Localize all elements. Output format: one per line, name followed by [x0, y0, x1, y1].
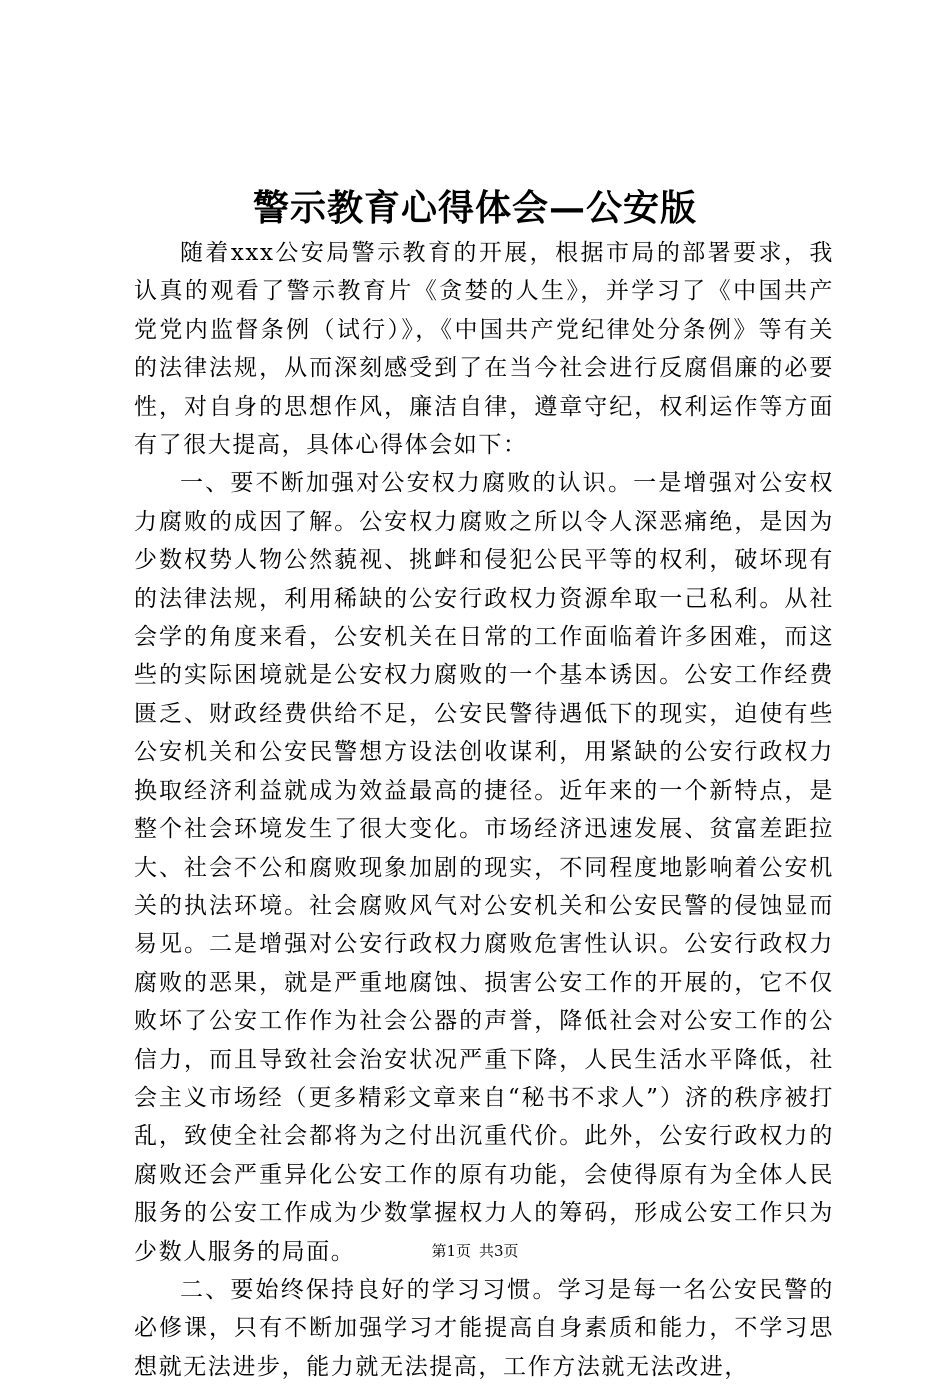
document-title: 警示教育心得体会—公安版 — [252, 187, 697, 229]
paragraph-intro: 随着xxx公安局警示教育的开展，根据市局的部署要求，我认真的观看了警示教育片《贪婪的人生》，并学习了《中国共产党党内监督条例（试行）》，《中国共产党纪律处分条例》等有关的法律法规，从而深刻感受到了在当今社会进行反腐倡廉的必要性，对自身的思想作风，廉洁自律，遵章守纪，权利运作等方面有了很大提高，具体心得体会如下： — [134, 240, 834, 459]
page-number-current: 第1页 — [431, 1242, 471, 1260]
document-body — [134, 234, 834, 1386]
page-number-total: 共3页 — [479, 1242, 519, 1260]
page-footer — [0, 1240, 950, 1262]
paragraph-section-two: 二、要始终保持良好的学习习惯。学习是每一名公安民警的必修课，只有不断加强学习才能提高自身素质和能力，不学习思想就无法进步，能力就无法提高，工作方法就无法改进， — [134, 1276, 834, 1380]
paragraph-section-one: 一、要不断加强对公安权力腐败的认识。一是增强对公安权力腐败的成因了解。公安权力腐败之所以令人深恶痛绝，是因为少数权势人物公然藐视、挑衅和侵犯公民平等的权利，破坏现有的法律法规，利用稀缺的公安行政权力资源牟取一己私利。从社会学的角度来看，公安机关在日常的工作面临着许多困难，而这些的实际困境就是公安权力腐败的一个基本诱因。公安工作经费匮乏、财政经费供给不足，公安民警待遇低下的现实，迫使有些公安机关和公安民警想方设法创收谋利，用紧缺的公安行政权力换取经济利益就成为效益最高的捷径。近年来的一个新特点，是整个社会环境发生了很大变化。市场经济迅速发展、贫富差距拉大、社会不公和腐败现象加剧的现实，不同程度地影响着公安机关的执法环境。社会腐败风气对公安机关和公安民警的侵蚀显而易见。二是增强对公安行政权力腐败危害性认识。公安行政权力腐败的恶果，就是严重地腐蚀、损害公安工作的开展的，它不仅败坏了公安工作作为社会公器的声誉，降低社会对公安工作的公信力，而且导致社会治安状况严重下降，人民生活水平降低，社会主义市场经（更多精彩文章来自“秘书不求人”）济的秩序被打乱，致使全社会都将为之付出沉重代价。此外，公安行政权力的腐败还会严重异化公安工作的原有功能，会使得原有为全体人民服务的公安工作成为少数掌握权力人的筹码，形成公安工作只为少数人服务的局面。 — [134, 470, 834, 1265]
